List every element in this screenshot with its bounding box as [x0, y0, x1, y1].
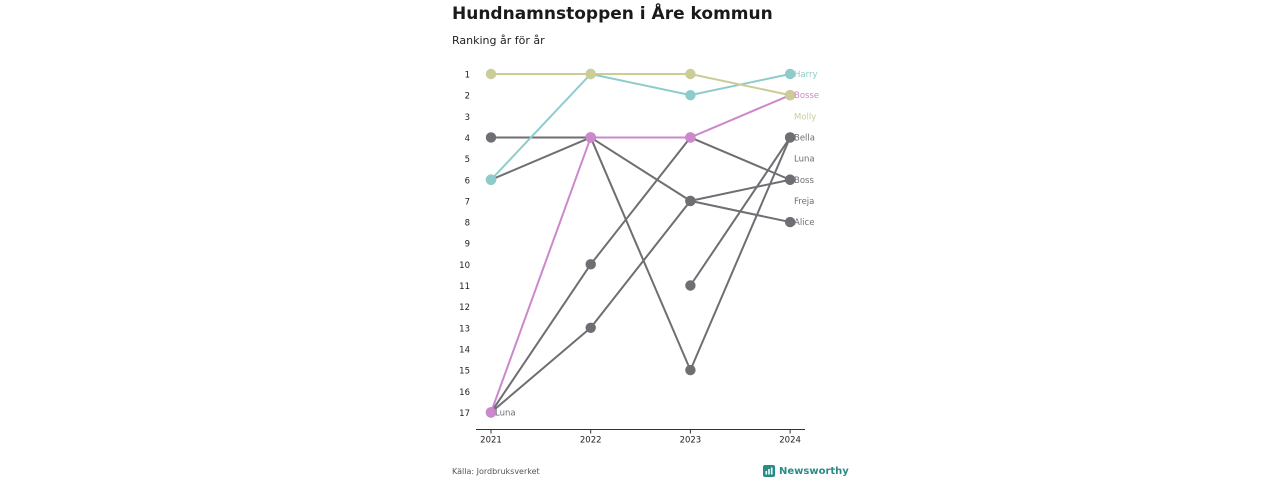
point-harry-2021	[486, 175, 496, 185]
y-tick-label-6: 6	[464, 176, 470, 187]
x-tick-label-2021: 2021	[480, 435, 502, 446]
end-label-bosse: Bosse	[794, 91, 820, 102]
series-line-luna	[491, 137, 790, 412]
y-tick-label-11: 11	[459, 282, 470, 292]
point-freja-2021	[486, 132, 496, 142]
point-freja-2023	[685, 196, 695, 206]
end-label-boss: Boss	[794, 175, 814, 186]
chart-subtitle: Ranking år för år	[452, 34, 545, 47]
end-label-bella: Bella	[794, 133, 815, 144]
end-label-harry: Harry	[794, 70, 818, 80]
point-molly-2023	[685, 69, 695, 79]
point-bella-2023	[685, 280, 695, 290]
y-tick-label-16: 16	[459, 387, 470, 398]
point-bosse-2023	[685, 132, 695, 142]
newsworthy-logo-icon	[763, 465, 775, 477]
start-label-luna: Luna	[495, 408, 516, 419]
y-tick-label-3: 3	[464, 112, 470, 123]
point-bosse-2022	[586, 132, 596, 142]
source-note: Källa: Jordbruksverket	[452, 467, 540, 476]
series-line-harry	[491, 74, 790, 180]
y-tick-label-2: 2	[464, 91, 470, 102]
brand-logo	[763, 465, 849, 477]
brand-name: Newsworthy	[779, 465, 849, 477]
x-tick-label-2022: 2022	[579, 435, 602, 446]
x-tick-label-2024: 2024	[779, 435, 801, 446]
y-tick-label-12: 12	[459, 303, 470, 314]
point-boss-2022	[586, 323, 596, 333]
point-alice-2023	[685, 365, 695, 375]
y-tick-label-5: 5	[464, 155, 470, 166]
y-tick-label-13: 13	[459, 324, 470, 335]
x-tick-label-2023: 2023	[679, 435, 702, 446]
point-luna-2022	[586, 259, 596, 269]
chart-title: Hundnamnstoppen i Åre kommun	[452, 4, 773, 24]
point-molly-2022	[586, 69, 596, 79]
y-tick-label-10: 10	[459, 260, 470, 271]
y-tick-label-14: 14	[459, 345, 470, 356]
y-tick-label-4: 4	[464, 133, 470, 144]
point-molly-2021	[486, 69, 496, 79]
end-label-alice: Alice	[794, 218, 815, 229]
end-label-molly: Molly	[794, 112, 817, 123]
end-label-freja: Freja	[794, 196, 815, 207]
y-tick-label-17: 17	[459, 408, 470, 419]
y-tick-label-9: 9	[464, 239, 470, 250]
series-line-alice	[491, 137, 790, 370]
series-line-boss	[491, 180, 790, 413]
y-tick-label-15: 15	[459, 366, 470, 377]
y-tick-label-7: 7	[464, 197, 470, 208]
y-tick-label-8: 8	[464, 218, 470, 229]
series-line-freja	[491, 137, 790, 222]
end-label-luna: Luna	[794, 154, 815, 165]
point-harry-2023	[685, 90, 695, 100]
y-tick-label-1: 1	[464, 70, 470, 81]
